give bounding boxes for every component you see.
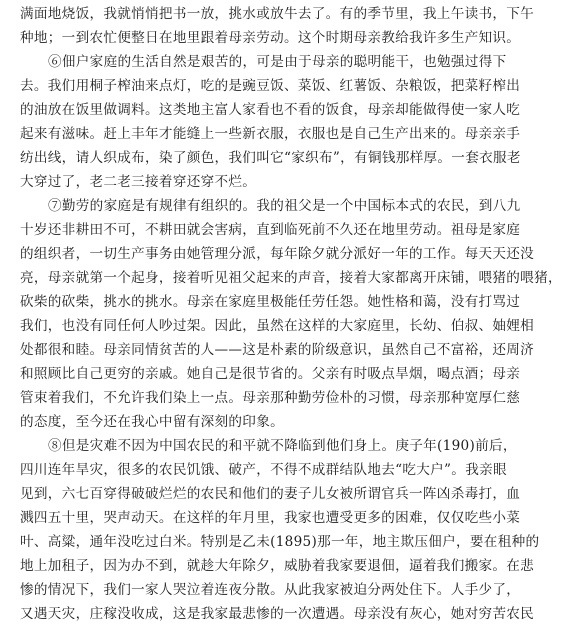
text-line: 又遇天灾，庄稼没收成，这是我家最悲惨的一次遭遇。母亲没有灰心，她对穷苦农民 [20,606,535,622]
text-line: 惨的情况下，我们一家人哭泣着连夜分散。从此我家被迫分两处住下。人手少了， [20,582,521,598]
text-line: 去。我们用桐子榨油来点灯，吃的是豌豆饭、菜饭、红薯饭、杂粮饭，把菜籽榨出 [20,78,521,94]
text-line: 的油放在饭里做调料。这类地主富人家看也不看的饭食，母亲却能做得使一家人吃 [20,102,521,118]
text-line: 起来有滋味。赶上丰年才能缝上一些新衣服，衣服也是自己生产出来的。母亲亲手 [20,126,521,142]
text-line: 见到，六七百穿得破破烂烂的农民和他们的妻子儿女被所谓官兵一阵凶杀毒打，血 [20,486,521,502]
text-line: ⑧但是灾难不因为中国农民的和平就不降临到他们身上。庚子年(190)前后， [48,438,517,454]
article-body [20,2,562,626]
text-line: ⑥佃户家庭的生活自然是艰苦的，可是由于母亲的聪明能干，也勉强过得下 [48,54,507,70]
text-line: 处都很和睦。母亲同情贫苦的人——这是朴素的阶级意识，虽然自己不富裕，还周济 [20,342,535,358]
text-line: 的组织者，一切生产事务由她管理分派，每年除夕就分派好一年的工作。每天天还没 [20,246,535,262]
text-line: 和照顾比自己更穷的亲戚。她自己是很节省的。父亲有时吸点旱烟，喝点酒；母亲 [20,366,521,382]
text-line: 叶、高粱，通年没吃过白米。特别是乙未(1895)那一年，地主欺压佃户，要在租种的 [20,534,540,550]
text-line: 管束着我们，不允许我们染上一点。母亲那种勤劳俭朴的习惯，母亲那种宽厚仁慈 [20,390,521,406]
text-line: 亮，母亲就第一个起身，接着听见祖父起来的声音，接着大家都离开床铺，喂猪的喂猪， [20,270,562,286]
text-line: 满面地烧饭，我就悄悄把书一放，挑水或放牛去了。有的季节里，我上午读书，下午 [20,6,535,22]
text-line: 四川连年旱灾，很多的农民饥饿、破产，不得不成群结队地去“吃大户”。我亲眼 [20,462,507,478]
text-line: 大穿过了，老二老三接着穿还穿不烂。 [20,174,257,190]
text-line: 溅四五十里，哭声动天。在这样的年月里，我家也遭受更多的困难，仅仅吃些小菜 [20,510,521,526]
text-line: 纺出线，请人织成布，染了颜色，我们叫它“家织布”，有铜钱那样厚。一套衣服老 [20,150,521,166]
text-line: 十岁还非耕田不可，不耕田就会害病，直到临死前不久还在地里劳动。祖母是家庭 [20,222,521,238]
text-line: ⑦勤劳的家庭是有规律有组织的。我的祖父是一个中国标本式的农民，到八九 [48,198,521,214]
text-line: 砍柴的砍柴，挑水的挑水。母亲在家庭里极能任劳任怨。她性格和蔼，没有打骂过 [20,294,521,310]
text-line: 的态度，至今还在我心中留有深刻的印象。 [20,414,284,430]
text-line: 种地；一到农忙便整日在地里跟着母亲劳动。这个时期母亲教给我许多生产知识。 [20,30,521,46]
text-line: 地上加租子，因为办不到，就趁大年除夕，威胁着我家要退佃，逼着我们搬家。在悲 [20,558,535,574]
text-line: 我们，也没有同任何人吵过架。因此，虽然在这样的大家庭里，长幼、伯叔、妯娌相 [20,318,535,334]
